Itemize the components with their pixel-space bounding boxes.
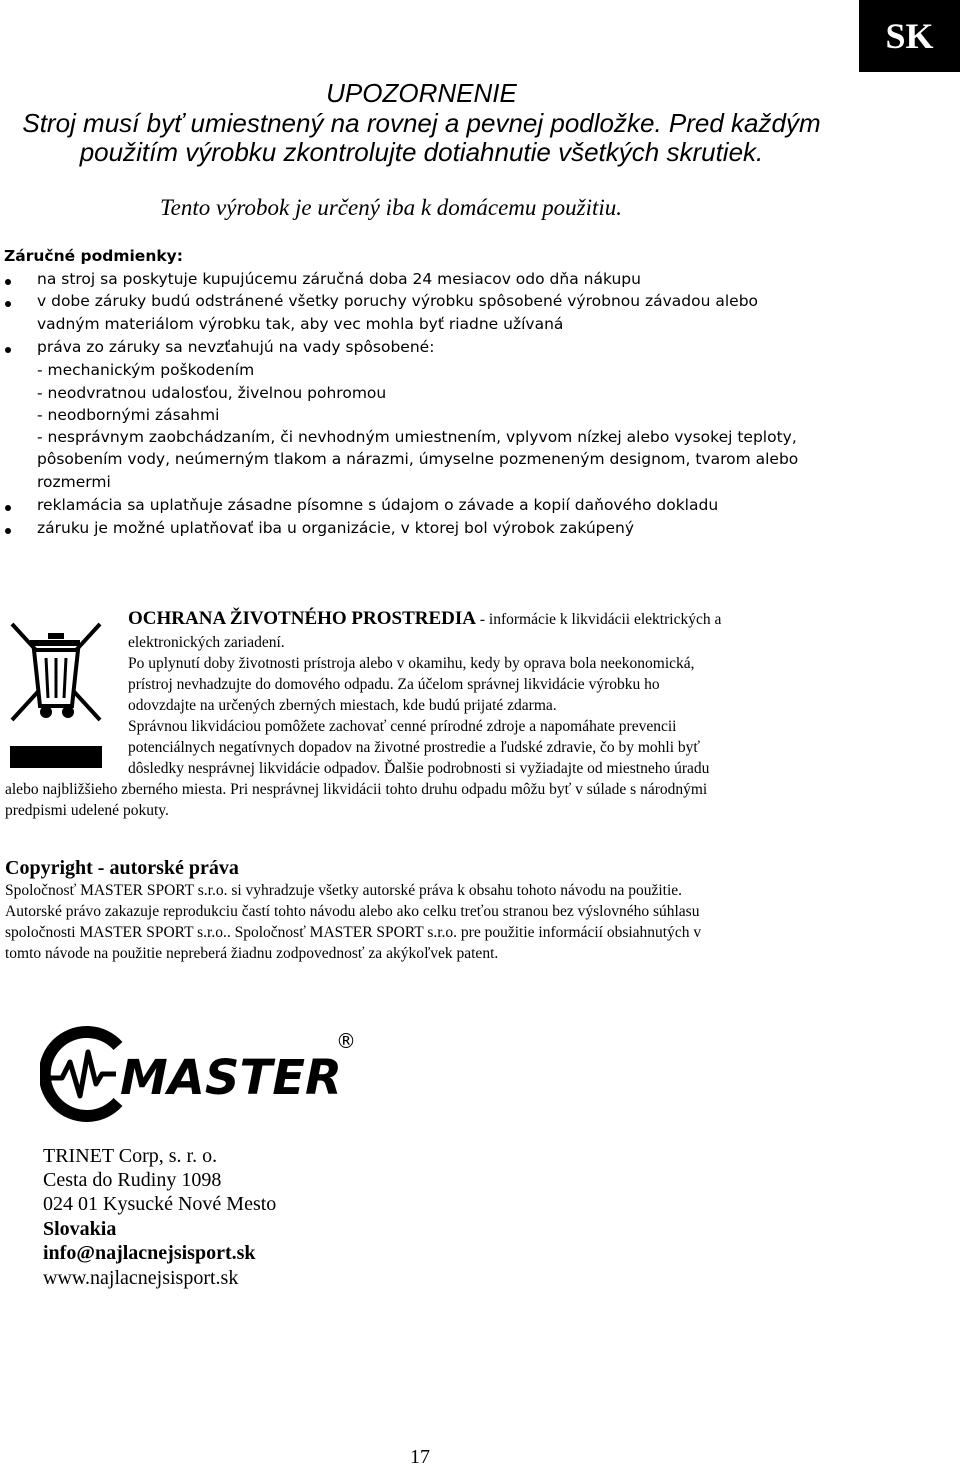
bullet-icon [5,347,11,353]
address-email: info@najlacnejsisport.sk [43,1242,256,1264]
warranty-line: rozmermi [37,473,111,491]
warranty-line: reklamácia sa uplatňuje zásadne písomne s údajom o závade a kopií daňového dokladu [37,496,719,514]
copyright-line: spoločnosti MASTER SPORT s.r.o.. Spoločnosť MASTER SPORT s.r.o. pre použitie informácií obsiahnutých v [5,924,702,941]
warranty-line: - neodbornými zásahmi [37,406,220,424]
address-city: 024 01 Kysucké Nové Mesto [43,1193,277,1215]
environment-heading [128,606,721,633]
warranty-line: záruku je možné uplatňovať iba u organizácie, v ktorej bol výrobok zakúpený [37,519,635,537]
registered-mark: ® [336,1029,356,1053]
warning-line-1: Stroj musí byť umiestnený na rovnej a pevnej podložke. Pred každým [22,108,821,138]
environment-line: Správnou likvidáciou pomôžete zachovať cenné prírodné zdroje a napomáhate prevencii [128,718,677,735]
bullet-icon [5,528,11,534]
environment-line: alebo najbližšieho zberného miesta. Pri nesprávnej likvidácii tohto druhu odpadu môžu byť v súlade s národnými [5,781,708,798]
logo-text: MASTER [120,1050,342,1106]
copyright-line: Autorské právo zakazuje reprodukciu častí tohto návodu alebo ako celku treťou stranou bez výslovného súhlasu [5,903,700,920]
environment-heading-rest: - informácie k likvidácii elektrických a [476,611,722,628]
copyright-line: tomto návode na použitie nepreberá žiadnu zodpovednosť za akýkoľvek patent. [5,945,499,962]
copyright-title: Copyright - autorské práva [5,857,239,879]
warranty-line: práva zo záruky sa nevzťahujú na vady spôsobené: [37,338,435,356]
master-logo [40,1022,360,1122]
warranty-line: v dobe záruky budú odstránené všetky poruchy výrobku spôsobené výrobnou závadou alebo [37,292,759,310]
warranty-line: vadným materiálom výrobku tak, aby vec mohla byť riadne užívaná [37,315,564,333]
home-use-notice: Tento výrobok je určený iba k domácemu použitiu. [160,195,623,220]
warranty-title: Záručné podmienky: [4,247,183,265]
crossed-out-wheelie-bin-icon [8,620,104,770]
language-badge: SK [859,0,960,72]
environment-line: elektronických zariadení. [128,634,285,651]
environment-line: dôsledky nesprávnej likvidácie odpadov. Ďalšie podrobnosti si vyžiadajte od miestneho úradu [128,760,710,777]
address-country: Slovakia [43,1218,117,1240]
bullet-icon [5,279,11,285]
warning-title: UPOZORNENIE [326,78,517,108]
warning-line-2: použitím výrobku zkontrolujte dotiahnutie všetkých skrutiek. [79,137,764,167]
warranty-line: na stroj sa poskytuje kupujúcemu záručná doba 24 mesiacov odo dňa nákupu [37,270,641,288]
environment-line: odovzdajte na určených zberných miestach, kde budú prijaté zdarma. [128,697,557,714]
bullet-icon [5,505,11,511]
address-street: Cesta do Rudiny 1098 [43,1169,222,1191]
environment-line: potenciálnych negatívnych dopadov na životné prostredie a ľudské zdravie, čo by mohli byť [128,739,701,756]
environment-line: predpismi udelené pokuty. [5,802,169,819]
warranty-line: - neodvratnou udalosťou, živelnou pohromou [37,384,387,402]
bullet-icon [5,301,11,307]
warranty-line: - mechanickým poškodením [37,361,255,379]
environment-line: prístroj nevhadzujte do domového odpadu. Za účelom správnej likvidácie výrobku ho [128,676,660,693]
copyright-line: Spoločnosť MASTER SPORT s.r.o. si vyhradzuje všetky autorské práva k obsahu tohoto návodu na použitie. [5,882,683,899]
address-web: www.najlacnejsisport.sk [43,1267,239,1289]
warranty-line: - nesprávnym zaobchádzaním, či nevhodným umiestnením, vplyvom nízkej alebo vysokej teploty, [37,428,797,446]
page-number: 17 [410,1446,430,1468]
warranty-line: pôsobením vody, neúmerným tlakom a nárazmi, úmyselne pozmeneným designom, tvarom alebo [37,450,799,468]
environment-heading-bold: OCHRANA ŽIVOTNÉHO PROSTREDIA [128,608,477,629]
address-company: TRINET Corp, s. r. o. [43,1145,218,1167]
environment-line: Po uplynutí doby životnosti prístroja alebo v okamihu, kedy by oprava bola neekonomická, [128,655,695,672]
